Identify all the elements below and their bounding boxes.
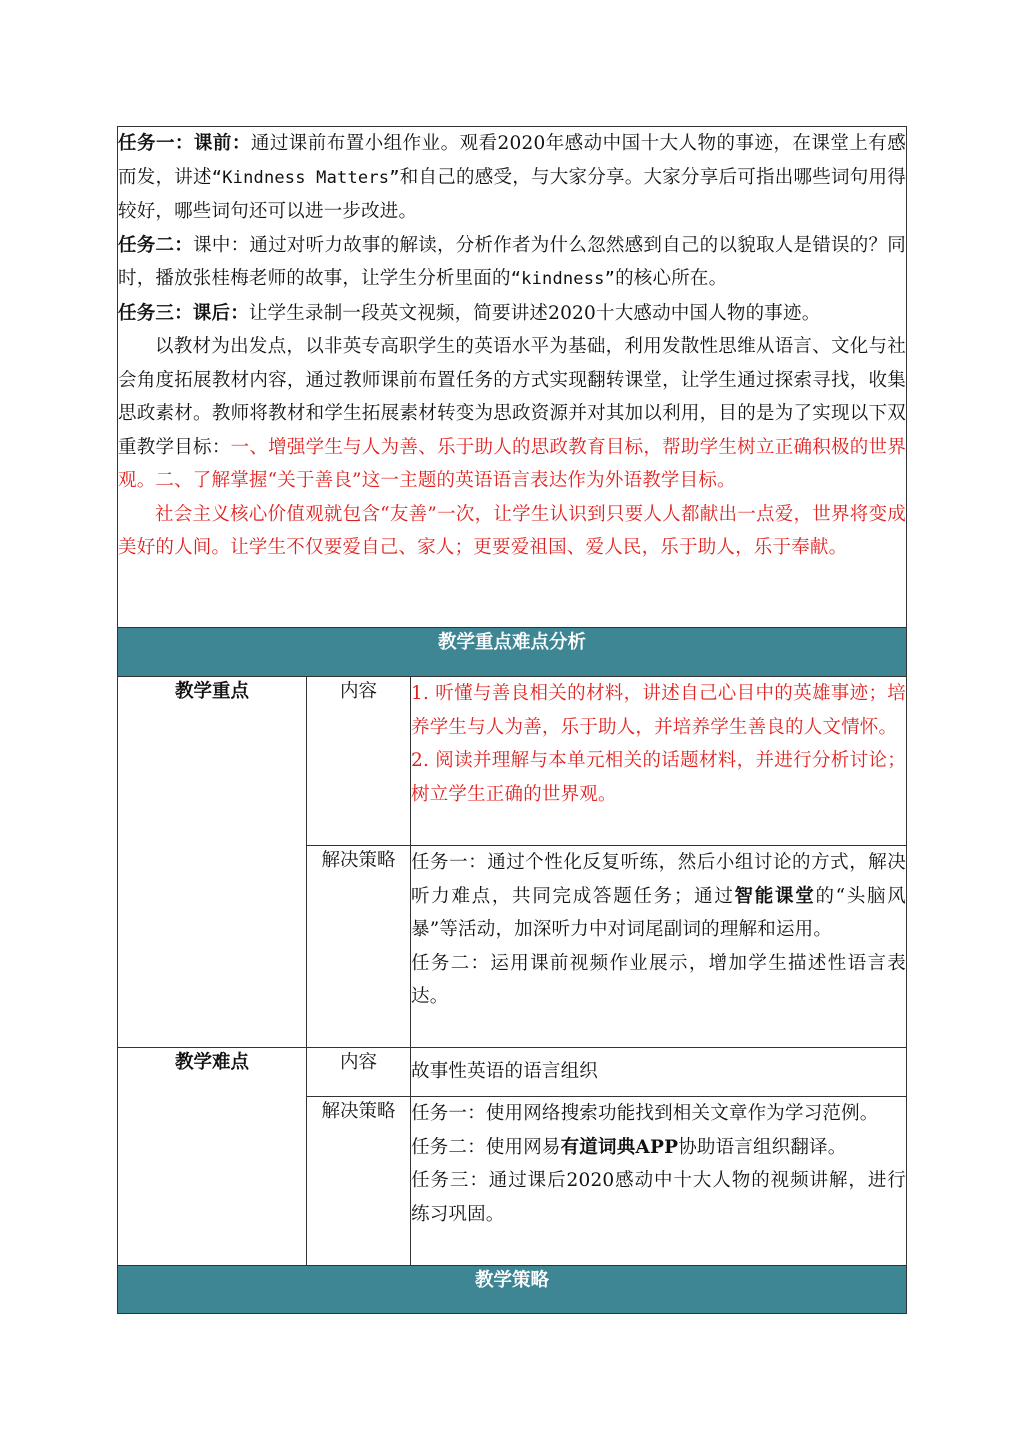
intro-row <box>118 127 907 628</box>
task2-quote: “kindness” <box>510 269 616 289</box>
task1-label: 任务一：课前： <box>118 133 251 154</box>
difficult-strategy-cell <box>411 1097 907 1266</box>
difficult-strategy-item-3: 任务三：通过课后2020感动中十大人物的视频讲解，进行练习巩固。 <box>411 1170 906 1225</box>
strategy-section-title: 教学策略 <box>118 1266 907 1314</box>
difficult-strategy-label: 解决策略 <box>307 1097 411 1266</box>
youdao-dictionary-term: 有道词典APP <box>560 1136 679 1158</box>
lesson-plan-table <box>117 126 907 1314</box>
analysis-header-row <box>118 628 907 677</box>
task1-text2: 和自己的感受，与大家分享。大家分享后可指出哪些词句用得较好，哪些词句还可以进一步改进。 <box>118 166 906 222</box>
task2-paragraph <box>118 229 906 297</box>
task1-paragraph <box>118 127 906 229</box>
difficult-points-label: 教学难点 <box>118 1048 307 1266</box>
task3-label: 任务三：课后： <box>118 302 249 324</box>
key-content-label: 内容 <box>307 677 411 846</box>
lesson-plan-page <box>117 126 906 1316</box>
task1-quote: “Kindness Matters” <box>211 167 400 188</box>
goals-highlight: 一、增强学生与人为善、乐于助人的思政教育目标，帮助学生树立正确积极的世界观。二、了解掌握“关于善良”这一主题的英语语言表达作为外语教学目标。 <box>118 436 906 491</box>
values-paragraph: 社会主义核心价值观就包含“友善”一次，让学生认识到只要人人都献出一点爱，世界将变成美好的人间。让学生不仅要爱自己、家人；更要爱祖国、爱人民，乐于助人，乐于奉献。 <box>118 503 906 558</box>
key-strategy-label: 解决策略 <box>307 846 411 1048</box>
analysis-section-title: 教学重点难点分析 <box>118 628 907 677</box>
intro-cell <box>118 127 907 628</box>
key-strategy-cell <box>411 846 907 1048</box>
key-content-cell <box>411 677 907 846</box>
key-content-item-2: 2. 阅读并理解与本单元相关的话题材料，并进行分析讨论；树立学生正确的世界观。 <box>411 750 906 805</box>
difficult-strategy-item-2 <box>411 1131 906 1165</box>
difficult-content-cell <box>411 1048 907 1097</box>
difficult-strategy-2c: 协助语言组织翻译。 <box>678 1136 847 1158</box>
key-content-item-1: 1. 听懂与善良相关的材料，讲述自己心目中的英雄事迹；培养学生与人为善，乐于助人，并培养学生善良的人文情怀。 <box>411 683 906 738</box>
difficult-strategy-2a: 任务二：使用网易 <box>411 1136 561 1158</box>
task2-text2: 的核心所在。 <box>615 268 728 289</box>
task2-label: 任务二： <box>118 234 194 256</box>
strategy-header-row <box>118 1266 907 1314</box>
task3-text: 让学生录制一段英文视频，简要讲述2020十大感动中国人物的事迹。 <box>248 302 821 324</box>
difficult-content-label: 内容 <box>307 1048 411 1097</box>
task3-paragraph <box>118 297 906 331</box>
key-strategy-1c: 的“头脑风暴”等活动，加深听力中对词尾副词的理解和运用。 <box>411 885 906 940</box>
key-points-label: 教学重点 <box>118 677 307 1048</box>
smart-classroom-term: 智能课堂 <box>734 885 816 907</box>
task1-text: 通过课前布置小组作业。观看2020年感动中国十大人物的事迹，在课堂上有感而发，讲述 <box>118 133 906 188</box>
key-strategy-1a: 任务一：通过个性化反复听练，然后小组讨论的方式，解决听力难点，共同完成答题任务；通过 <box>411 852 906 907</box>
task2-text: 课中：通过对听力故事的解读，分析作者为什么忽然感到自己的以貌取人是错误的？同时，播放张桂梅老师的故事，让学生分析里面的 <box>118 234 906 289</box>
difficult-strategy-item-1: 任务一：使用网络搜索功能找到相关文章作为学习范例。 <box>411 1103 879 1124</box>
difficult-content-row <box>118 1048 907 1097</box>
difficult-content-text: 故事性英语的语言组织 <box>411 1061 599 1083</box>
goals-paragraph <box>118 330 906 498</box>
key-content-row <box>118 677 907 846</box>
key-strategy-item-1 <box>411 846 906 947</box>
key-strategy-item-2: 任务二：运用课前视频作业展示，增加学生描述性语言表达。 <box>411 952 906 1007</box>
goals-text: 以教材为出发点，以非英专高职学生的英语水平为基础，利用发散性思维从语言、文化与社会角度拓展教材内容，通过教师课前布置任务的方式实现翻转课堂，让学生通过探索寻找，收集思政素材。教师将教材和学生拓展素材转变为思政资源并对其加以利用，目的是为了实现以下双重教学目标： <box>118 336 906 458</box>
